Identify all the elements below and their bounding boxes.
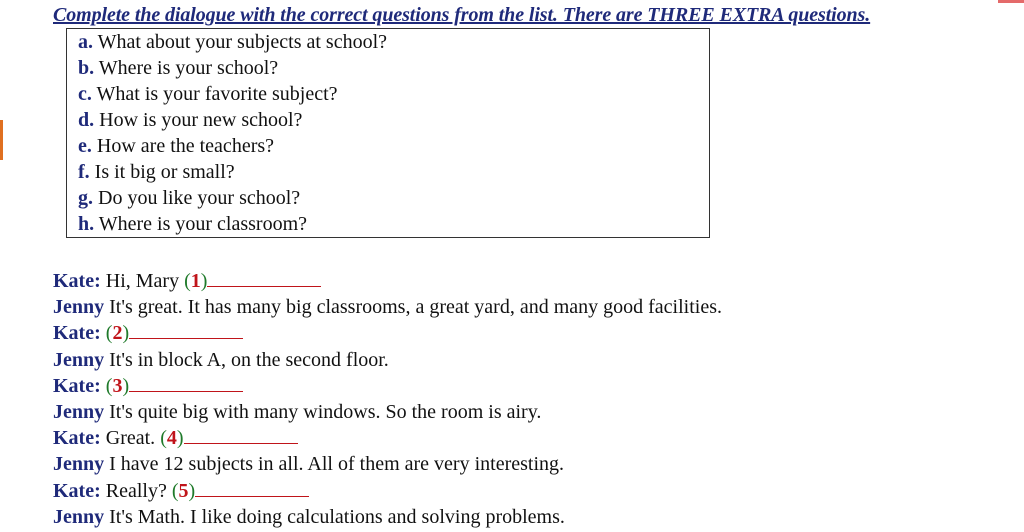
option-letter: a. — [78, 31, 93, 53]
blank-number: 4 — [166, 427, 177, 450]
dialogue-line-3 — [53, 320, 722, 346]
answer-blank[interactable] — [129, 375, 243, 392]
dialogue-line-8 — [53, 451, 722, 477]
option-d — [78, 107, 709, 133]
blank-open-paren: ( — [171, 479, 179, 502]
dialogue — [53, 268, 722, 530]
option-e — [78, 133, 709, 159]
option-letter: g. — [78, 187, 93, 209]
blank-close-paren: ) — [200, 270, 208, 292]
option-letter: c. — [78, 83, 92, 105]
line-text: It's quite big with many windows. So the room is airy. — [104, 400, 542, 423]
option-b — [78, 55, 709, 81]
blank-number: 5 — [178, 479, 189, 502]
blank-open-paren: ( — [105, 374, 113, 397]
blank-number: 3 — [112, 374, 123, 397]
speaker-label: Jenny — [53, 348, 105, 371]
line-text: Hi, Mary — [100, 270, 185, 292]
option-a — [78, 29, 709, 55]
edge-mark — [0, 120, 3, 160]
speaker-label: Kate: — [53, 374, 101, 397]
dialogue-line-1 — [53, 268, 722, 294]
blank-close-paren: ) — [122, 322, 130, 345]
option-text: How is your new school? — [94, 109, 303, 131]
blank-close-paren: ) — [122, 374, 130, 397]
answer-blank[interactable] — [184, 427, 298, 444]
question-options-box — [66, 28, 710, 238]
option-text: Do you like your school? — [93, 187, 301, 209]
dialogue-line-9 — [53, 478, 722, 504]
line-text: It's great. It has many big classrooms, a great yard, and many good facilities. — [104, 296, 722, 319]
option-text: Where is your school? — [94, 57, 279, 79]
option-text: What about your subjects at school? — [93, 31, 388, 53]
speaker-label: Kate: — [53, 322, 101, 345]
speaker-label: Kate: — [53, 479, 101, 502]
speaker-label: Jenny — [53, 296, 105, 319]
dialogue-line-6 — [53, 399, 722, 425]
speaker-label: Jenny — [53, 505, 105, 528]
blank-number: 1 — [190, 270, 201, 292]
blank-close-paren: ) — [176, 427, 184, 450]
option-text: Where is your classroom? — [94, 213, 308, 235]
answer-blank[interactable] — [129, 322, 243, 339]
option-text: What is your favorite subject? — [91, 83, 338, 105]
blank-close-paren: ) — [188, 479, 196, 502]
option-text: Is it big or small? — [89, 161, 235, 183]
line-text: I have 12 subjects in all. All of them are very interesting. — [104, 453, 564, 476]
speaker-label: Kate: — [53, 270, 101, 292]
option-letter: b. — [78, 57, 95, 79]
dialogue-line-7 — [53, 425, 722, 451]
speaker-label: Jenny — [53, 453, 105, 476]
speaker-label: Jenny — [53, 400, 105, 423]
blank-number: 2 — [112, 322, 123, 345]
dialogue-line-2 — [53, 294, 722, 320]
blank-open-paren: ( — [184, 270, 191, 292]
corner-mark — [998, 0, 1024, 3]
dialogue-line-5 — [53, 373, 722, 399]
option-letter: f. — [78, 161, 90, 183]
blank-open-paren: ( — [160, 427, 167, 450]
line-text: It's in block A, on the second floor. — [104, 348, 389, 371]
option-c — [78, 81, 709, 107]
option-letter: e. — [78, 135, 92, 157]
dialogue-line-10 — [53, 504, 722, 530]
option-letter: h. — [78, 213, 95, 235]
option-text: How are the teachers? — [91, 135, 275, 157]
option-f — [78, 159, 709, 185]
option-h — [78, 211, 709, 237]
dialogue-line-4 — [53, 347, 722, 373]
line-text: Really? — [100, 479, 172, 502]
answer-blank[interactable] — [195, 480, 309, 497]
line-text: Great. — [100, 427, 161, 450]
instruction-heading: Complete the dialogue with the correct questions from the list. There are THREE EXTRA questions. — [53, 4, 871, 26]
option-g — [78, 185, 709, 211]
answer-blank[interactable] — [207, 270, 321, 287]
line-text: It's Math. I like doing calculations and solving problems. — [104, 505, 565, 528]
blank-open-paren: ( — [105, 322, 113, 345]
option-letter: d. — [78, 109, 95, 131]
speaker-label: Kate: — [53, 427, 101, 450]
